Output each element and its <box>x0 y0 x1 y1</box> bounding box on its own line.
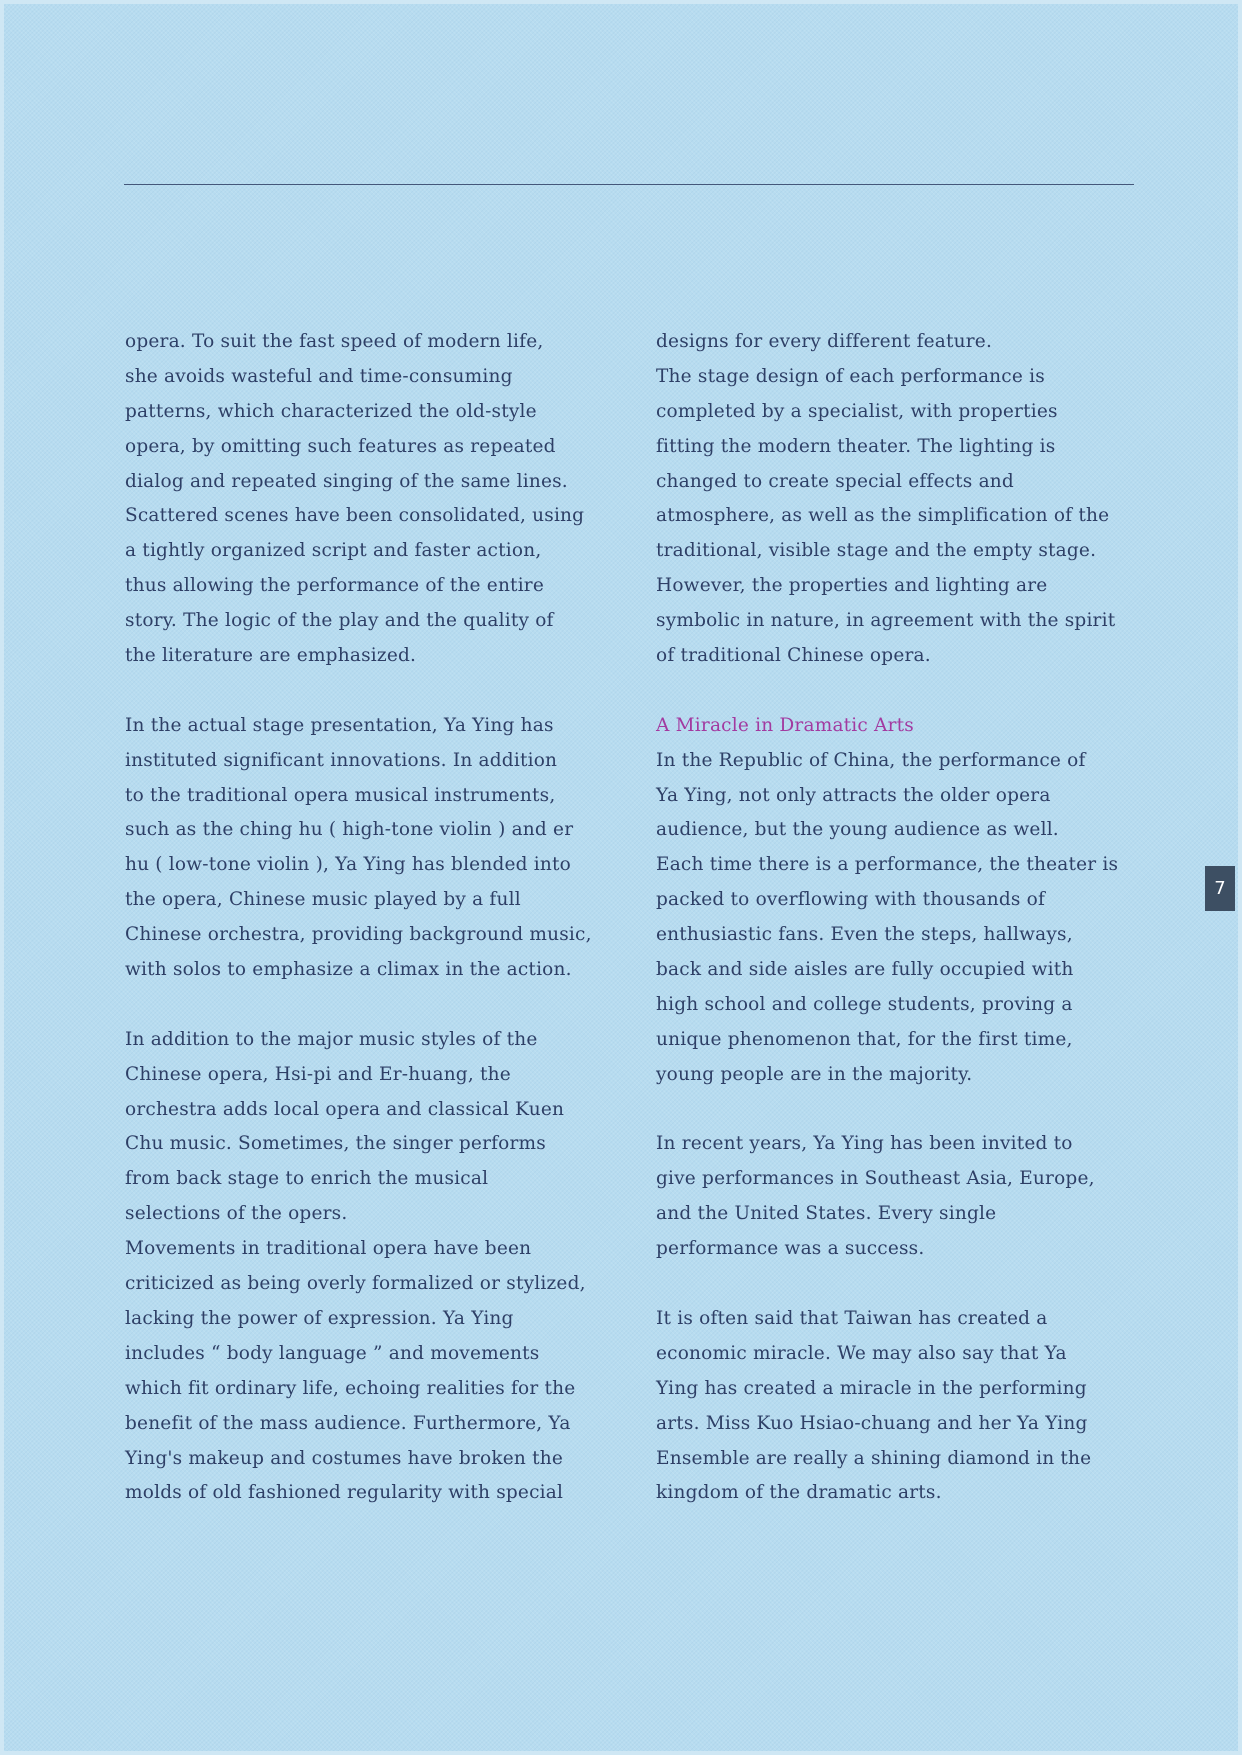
left-column <box>125 325 615 1511</box>
text-line: audience, but the young audience as well. <box>656 819 1059 841</box>
text-line: Chinese orchestra, providing background music, <box>125 924 592 946</box>
paragraph-modern-life <box>125 325 615 674</box>
text-line: Ya Ying, not only attracts the older opera <box>656 784 1051 806</box>
text-line: In the Republic of China, the performance of <box>656 749 1086 771</box>
text-line: young people are in the majority. <box>656 1063 973 1085</box>
text-line: to the traditional opera musical instruments, <box>125 784 556 806</box>
text-line: However, the properties and lighting are <box>656 575 1048 597</box>
paragraph-music-styles <box>125 1023 615 1232</box>
text-line: kingdom of the dramatic arts. <box>656 1482 942 1504</box>
section-heading: A Miracle in Dramatic Arts <box>656 714 914 736</box>
paragraph-stage-design <box>656 360 1146 674</box>
text-line: unique phenomenon that, for the first time, <box>656 1028 1073 1050</box>
text-line: thus allowing the performance of the entire <box>125 575 544 597</box>
text-line: high school and college students, proving a <box>656 993 1073 1015</box>
text-line: benefit of the mass audience. Furthermore, Ya <box>125 1412 571 1434</box>
text-line: selections of the opers. <box>125 1203 348 1225</box>
text-line: back and side aisles are fully occupied with <box>656 959 1074 981</box>
text-line: of traditional Chinese opera. <box>656 645 931 667</box>
right-column <box>656 325 1146 1511</box>
text-line: patterns, which characterized the old-style <box>125 400 537 422</box>
text-line: the opera, Chinese music played by a full <box>125 889 521 911</box>
paragraph-gap <box>656 1267 1146 1302</box>
text-line: a tightly organized script and faster action, <box>125 540 542 562</box>
text-line: traditional, visible stage and the empty stage. <box>656 540 1097 562</box>
text-line: instituted significant innovations. In addition <box>125 749 558 771</box>
text-line: It is often said that Taiwan has created a <box>656 1307 1048 1329</box>
text-line: atmosphere, as well as the simplification of the <box>656 505 1110 527</box>
text-line: dialog and repeated singing of the same lines. <box>125 470 568 492</box>
paragraph-designs-continued <box>656 325 1146 360</box>
text-line: lacking the power of expression. Ya Ying <box>125 1307 514 1329</box>
text-line: opera, by omitting such features as repeated <box>125 435 556 457</box>
text-line: Each time there is a performance, the theater is <box>656 854 1119 876</box>
text-line: The stage design of each performance is <box>656 365 1045 387</box>
paragraph-miracle <box>656 1302 1146 1511</box>
text-line: In recent years, Ya Ying has been invited to <box>656 1133 1073 1155</box>
text-line: completed by a specialist, with properties <box>656 400 1058 422</box>
page-number-tab: 7 <box>1205 866 1235 911</box>
text-line: she avoids wasteful and time-consuming <box>125 365 513 387</box>
text-line: Chinese opera, Hsi-pi and Er-huang, the <box>125 1063 511 1085</box>
paragraph-gap <box>656 1093 1146 1128</box>
text-line: arts. Miss Kuo Hsiao-chuang and her Ya Ying <box>656 1412 1088 1434</box>
text-line: designs for every different feature. <box>656 331 993 352</box>
text-line: symbolic in nature, in agreement with the spirit <box>656 610 1116 632</box>
text-line: opera. To suit the fast speed of modern life, <box>125 331 544 352</box>
text-line: changed to create special effects and <box>656 470 1014 492</box>
text-line: criticized as being overly formalized or stylized, <box>125 1273 586 1295</box>
text-line: hu ( low-tone violin ), Ya Ying has blended into <box>125 854 571 876</box>
text-line: Ensemble are really a shining diamond in the <box>656 1447 1092 1469</box>
paragraph-stage-presentation <box>125 709 615 988</box>
text-line: Chu music. Sometimes, the singer performs <box>125 1133 546 1155</box>
text-line: economic miracle. We may also say that Ya <box>656 1342 1067 1364</box>
paragraph-gap <box>125 988 615 1023</box>
text-line: Movements in traditional opera have been <box>125 1238 532 1260</box>
text-line: Scattered scenes have been consolidated, using <box>125 505 585 527</box>
text-line: from back stage to enrich the musical <box>125 1168 489 1190</box>
text-line: which fit ordinary life, echoing realities for the <box>125 1377 576 1399</box>
text-line: the literature are emphasized. <box>125 645 417 667</box>
text-line: molds of old fashioned regularity with special <box>125 1482 564 1504</box>
text-line: and the United States. Every single <box>656 1203 997 1225</box>
text-line: packed to overflowing with thousands of <box>656 889 1046 911</box>
paragraph-gap <box>125 674 615 709</box>
text-line: Ying has created a miracle in the performing <box>656 1377 1087 1399</box>
text-line: such as the ching hu ( high-tone violin ) and er <box>125 819 574 841</box>
paragraph-tours <box>656 1127 1146 1267</box>
paragraph-gap <box>656 674 1146 709</box>
text-line: story. The logic of the play and the quality of <box>125 610 554 632</box>
text-line: give performances in Southeast Asia, Europe, <box>656 1168 1095 1190</box>
text-line: includes “ body language ” and movements <box>125 1342 540 1364</box>
paragraph-audience <box>656 744 1146 1093</box>
text-line: In addition to the major music styles of the <box>125 1028 538 1050</box>
text-line: with solos to emphasize a climax in the action. <box>125 959 572 981</box>
text-line: enthusiastic fans. Even the steps, hallways, <box>656 924 1073 946</box>
header-rule <box>124 184 1134 185</box>
text-line: fitting the modern theater. The lighting is <box>656 435 1056 457</box>
text-line: performance was a success. <box>656 1238 925 1260</box>
text-line: In the actual stage presentation, Ya Ying has <box>125 714 554 736</box>
text-line: orchestra adds local opera and classical Kuen <box>125 1098 565 1120</box>
text-line: Ying's makeup and costumes have broken the <box>125 1447 563 1469</box>
paragraph-movements <box>125 1232 615 1511</box>
